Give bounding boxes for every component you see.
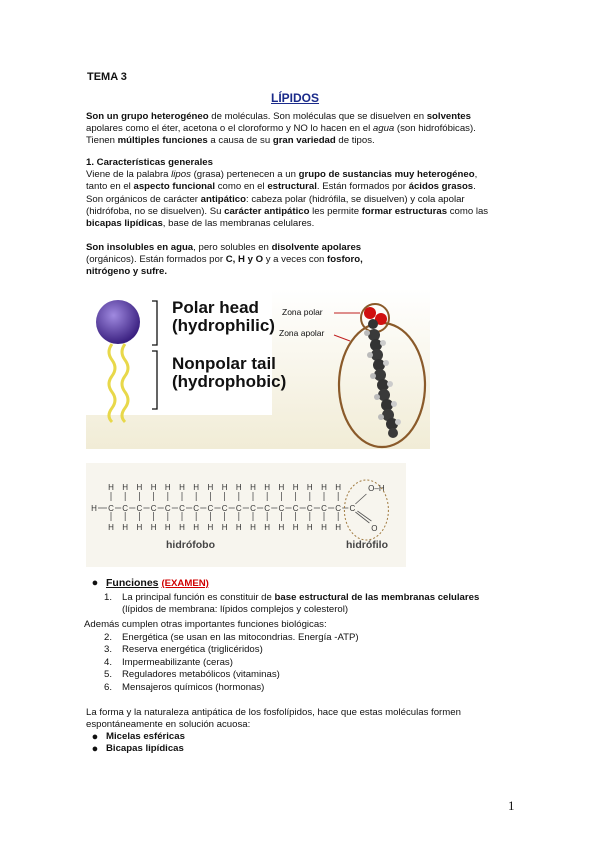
h-atom: H	[264, 523, 271, 532]
ademas-line: Además cumplen otras importantes funciones biológicas:	[84, 619, 327, 630]
page-number: 1	[508, 798, 515, 813]
h-atom: H	[335, 523, 342, 532]
h-atom: H	[193, 523, 200, 532]
c-atom: C	[349, 504, 356, 513]
h-atom: H	[164, 523, 171, 532]
c-atom: C	[108, 504, 114, 513]
list-item	[104, 644, 359, 656]
c-atom: C	[306, 504, 313, 513]
insoluble-paragraph: Son insolubles en agua, pero solubles en disolvente apolares (orgánicos). Están formados por C, H y O y a veces con fosforo, nitrógeno y sufre.	[86, 242, 363, 278]
list-number: 2.	[104, 632, 113, 643]
c-atom: C	[193, 504, 200, 513]
fatty-acid-diagram	[86, 463, 406, 567]
caracteristicas-section: 1. Características generales Viene de la palabra lipos (grasa) pertenecen a un grupo de sustancias muy heterogéneo, tanto en el aspecto funcional como en el estructural. Están formados por ácidos grasos. Son orgánicos de carácter antipático: cabeza polar (hidrófila, se disuelven) y cola apolar (hidrófoba, no se disuelven). Su carácter antipático les permite formar estructuras como las bicapas lipídicas, base de las membranas celulares.	[86, 157, 526, 230]
forma-paragraph: La forma y la naturaleza antipática de los fosfolípidos, hace que estas moléculas formen espontáneamente en solución acuosa:	[86, 707, 461, 731]
nonpolar-tail-label: Nonpolar tail (hydrophobic)	[172, 354, 287, 391]
page-title: LÍPIDOS	[271, 91, 320, 105]
phospholipid-figure	[86, 289, 430, 449]
section-title: 1. Características generales	[86, 157, 213, 168]
c-atom: C	[250, 504, 256, 513]
o-atom: O	[371, 524, 378, 533]
list-number: 4.	[104, 656, 113, 668]
c-atom: C	[278, 504, 285, 513]
h-atom: H	[292, 483, 299, 492]
list-item	[104, 682, 359, 694]
h-atom: H	[306, 523, 313, 532]
list-item	[104, 632, 359, 644]
c-atom: C	[321, 504, 327, 513]
c-atom: C	[164, 504, 171, 513]
h-atom: H	[335, 483, 342, 492]
funciones-list	[104, 632, 359, 694]
bullet-icon: ●	[91, 743, 99, 756]
c-atom: C	[221, 504, 228, 513]
c-atom: C	[292, 504, 299, 513]
h-atom: H	[221, 523, 228, 532]
h-atom: H	[207, 523, 214, 532]
h-atom: H	[150, 483, 157, 492]
bullet-icon: ●	[91, 731, 99, 743]
h-atom: H	[250, 523, 256, 532]
list-text: Reserva energética (triglicéridos)	[122, 644, 263, 656]
h-atom: H	[235, 483, 242, 492]
intro-paragraph: Son un grupo heterogéneo de moléculas. Son moléculas que se disuelven en solventes apolares como el éter, acetona o el cloroformo y NO lo hacen en el agua (son hidrofóbicas). Tienen múltiples funciones a causa de su gran variedad de tipos.	[86, 111, 476, 147]
polar-head-label: Polar head (hydrophilic)	[172, 298, 275, 335]
list-number: 6.	[104, 681, 113, 693]
list-number: 3.	[104, 644, 113, 656]
h-atom: H	[321, 523, 327, 532]
c-atom: C	[136, 504, 143, 513]
o-h-group: O–H	[368, 484, 385, 493]
tema-label: TEMA 3	[87, 71, 127, 83]
funciones-title: Funciones	[106, 577, 159, 589]
polar-head-icon	[96, 300, 140, 344]
list-text: Reguladores metabólicos (vitaminas)	[122, 669, 280, 681]
h-atom: H	[122, 483, 129, 492]
list-text: Mensajeros químicos (hormonas)	[122, 681, 265, 693]
h-atom: H	[150, 523, 157, 532]
fatty-acid-figure	[86, 463, 406, 567]
examen-badge: (EXAMEN)	[161, 578, 209, 589]
h-atom: H	[278, 523, 285, 532]
h-atom: H	[122, 523, 129, 532]
h-atom: H	[264, 483, 271, 492]
c-atom: C	[150, 504, 157, 513]
h-atom: H	[207, 483, 214, 492]
h-atom: H	[136, 483, 143, 492]
zona-apolar-label: Zona apolar	[279, 328, 325, 338]
funciones-section: ● Funciones (EXAMEN) 1. La principal función es constituir de base estructural de las membranas celulares (lípidos de membrana: lípidos complejos y colesterol)	[84, 577, 544, 616]
c-atom: C	[264, 504, 271, 513]
h-atom: H	[250, 483, 256, 492]
list-text: Energética (se usan en las mitocondrias. Energía -ATP)	[122, 632, 359, 643]
h-atom: H	[306, 483, 313, 492]
h-atom: H	[179, 483, 185, 492]
hidrofilo-label: hidrófilo	[346, 539, 388, 551]
h-atom: H	[321, 483, 327, 492]
c-atom: C	[335, 504, 342, 513]
h-atom: H	[235, 523, 242, 532]
h-atom: H	[108, 483, 114, 492]
c-atom: C	[179, 504, 185, 513]
forma-list	[84, 731, 185, 756]
list-item: ● Bicapas lipídicas	[84, 743, 185, 755]
list-item	[104, 657, 359, 669]
h-atom: H	[108, 523, 114, 532]
zona-polar-label: Zona polar	[282, 307, 323, 317]
h-atom: H	[136, 523, 143, 532]
h-atom: H	[221, 483, 228, 492]
h-atom: H	[91, 504, 97, 513]
h-atom: H	[179, 523, 185, 532]
bullet-icon: ●	[91, 577, 99, 589]
c-atom: C	[207, 504, 214, 513]
list-item	[104, 669, 359, 681]
h-atom: H	[278, 483, 285, 492]
list-text: Impermeabilizante (ceras)	[122, 656, 233, 668]
hidrofobo-label: hidrófobo	[166, 539, 215, 551]
h-atom: H	[292, 523, 299, 532]
list-item: ● Micelas esféricas	[84, 731, 185, 743]
list-number: 5.	[104, 669, 113, 681]
c-atom: C	[122, 504, 129, 513]
c-atom: C	[235, 504, 242, 513]
h-atom: H	[164, 483, 171, 492]
h-atom: H	[193, 483, 200, 492]
